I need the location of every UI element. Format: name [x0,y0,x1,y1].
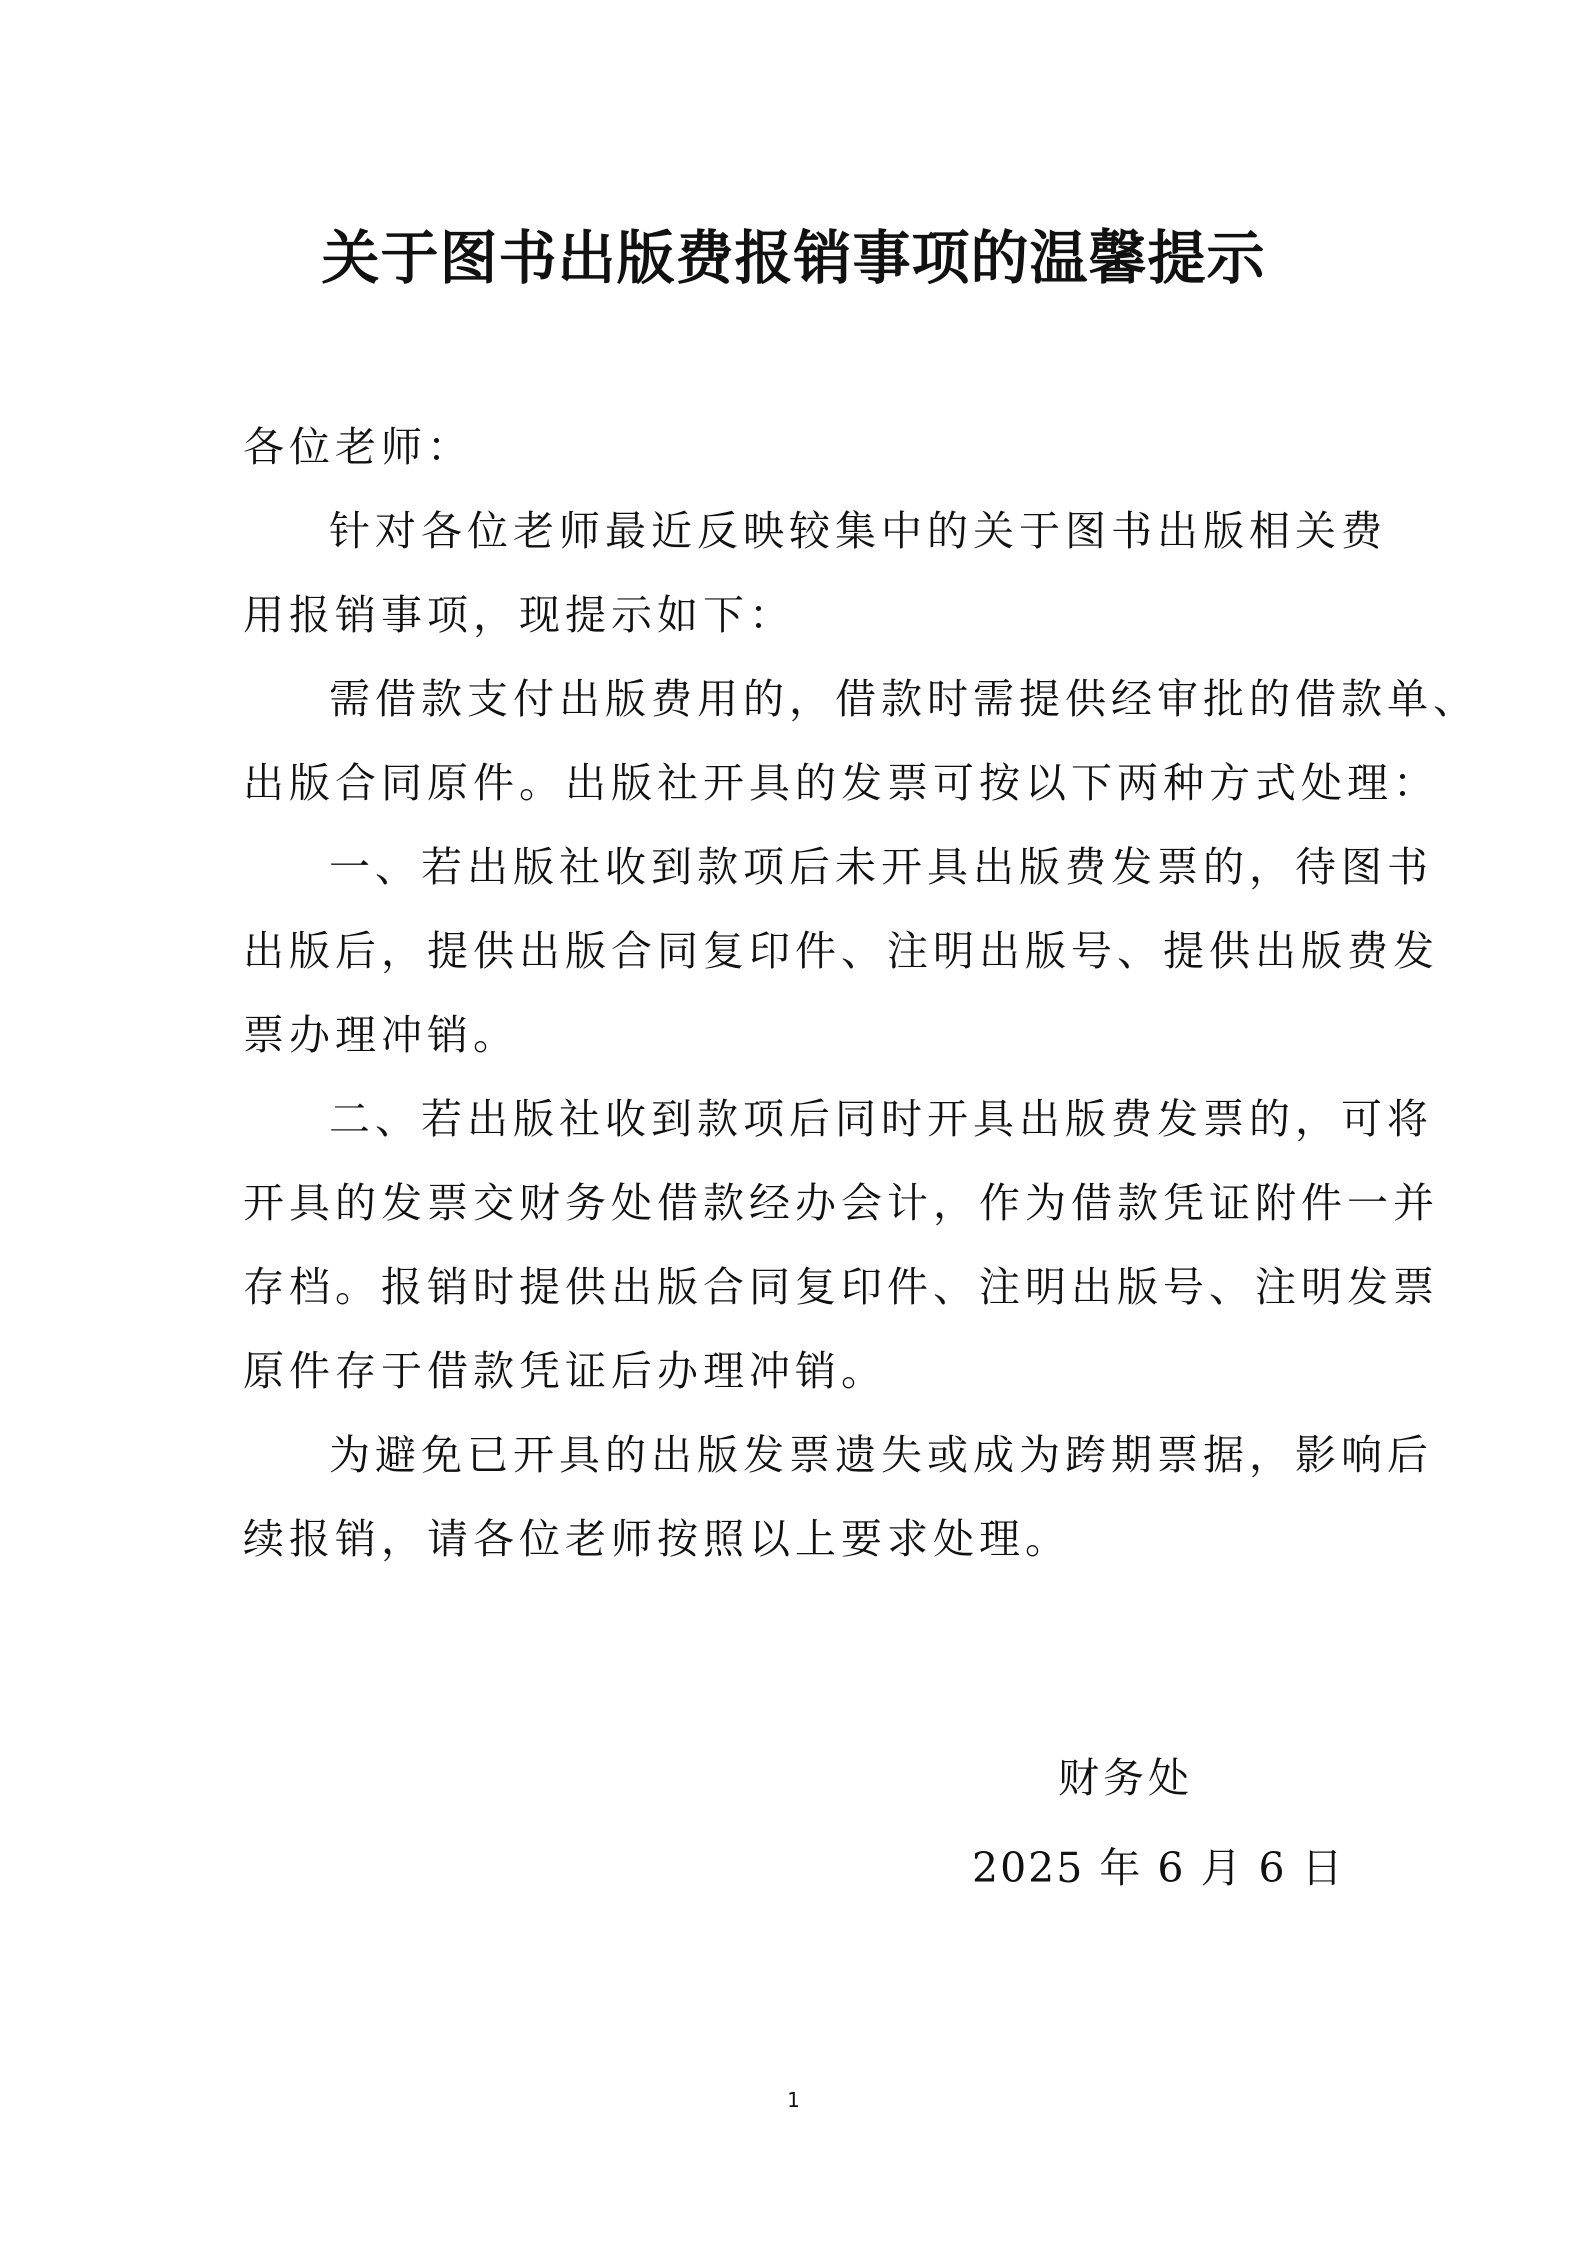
salutation: 各位老师： [243,423,473,471]
document-title: 关于图书出版费报销事项的温馨提示 [321,224,1266,292]
signature-department: 财务处 [1058,1754,1193,1802]
paragraph-3-line-2: 出版后，提供出版合同复印件、注明出版号、提供出版费发 [243,927,1439,975]
paragraph-1-line-2: 用报销事项，现提示如下： [243,591,795,639]
signature-date: 2025 年 6 月 6 日 [972,1844,1345,1892]
paragraph-3-line-3: 票办理冲销。 [243,1011,519,1059]
paragraph-3-line-1: 一、若出版社收到款项后未开具出版费发票的，待图书 [329,843,1433,891]
paragraph-2-line-2: 出版合同原件。出版社开具的发票可按以下两种方式处理： [243,759,1439,807]
paragraph-4-line-2: 开具的发票交财务处借款经办会计，作为借款凭证附件一并 [243,1179,1439,1227]
paragraph-2-line-1: 需借款支付出版费用的，借款时需提供经审批的借款单、 [329,675,1479,723]
paragraph-4-line-1: 二、若出版社收到款项后同时开具出版费发票的，可将 [329,1095,1433,1143]
paragraph-1-line-1: 针对各位老师最近反映较集中的关于图书出版相关费 [329,507,1387,555]
paragraph-4-line-4: 原件存于借款凭证后办理冲销。 [243,1347,887,1395]
paragraph-5-line-1: 为避免已开具的出版发票遗失或成为跨期票据，影响后 [329,1431,1433,1479]
document-body [243,405,1479,1581]
paragraph-4-line-3: 存档。报销时提供出版合同复印件、注明出版号、注明发票 [243,1263,1439,1311]
paragraph-5-line-2: 续报销，请各位老师按照以上要求处理。 [243,1515,1071,1563]
page-number: 1 [787,2088,800,2112]
